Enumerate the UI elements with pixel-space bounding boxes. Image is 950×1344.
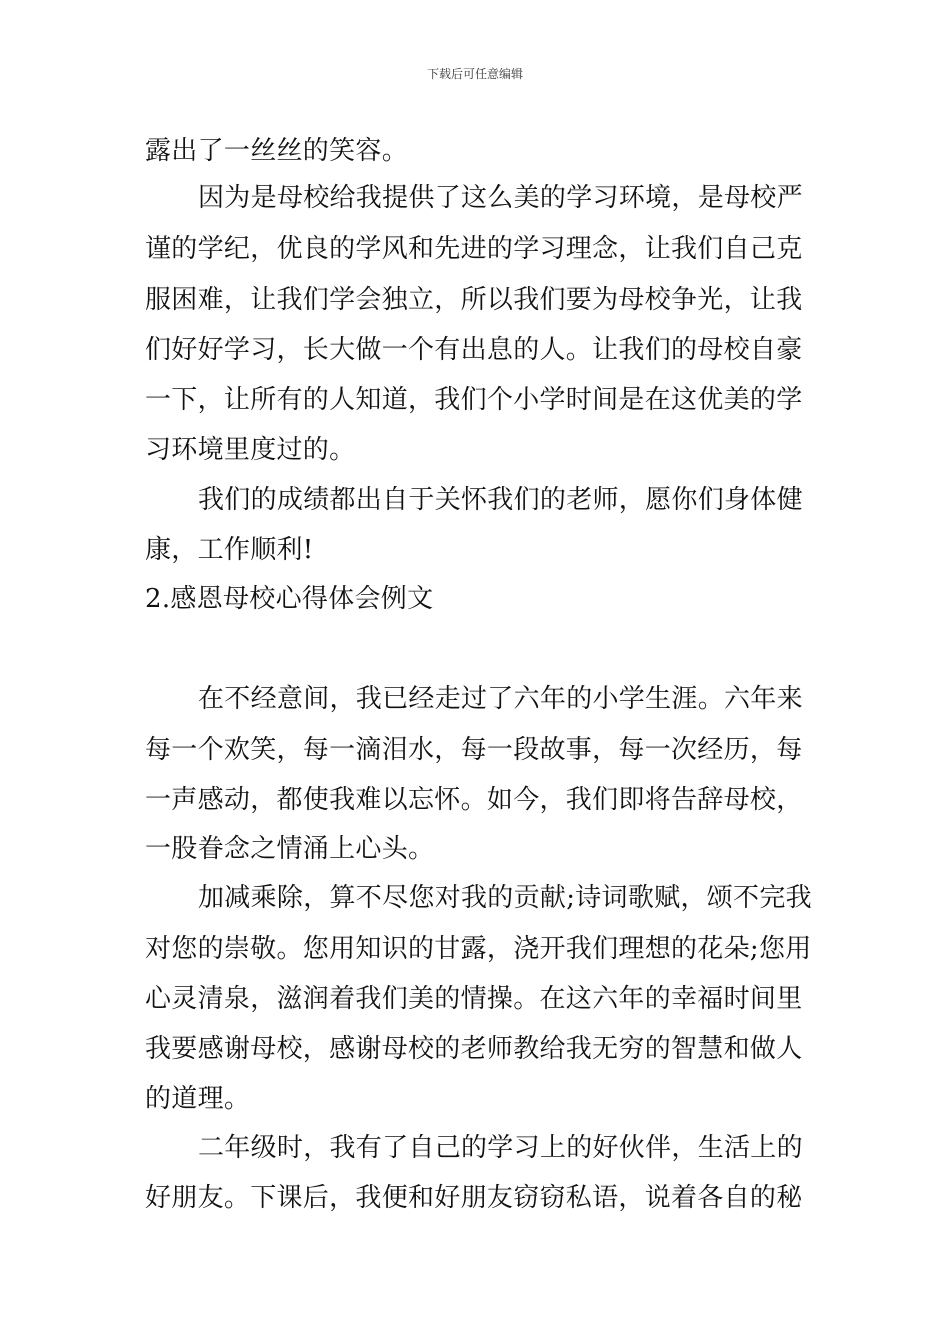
text-line: 们好好学习，长大做一个有出息的人。让我们的母校自豪 [145,335,803,365]
text-line: 我们的成绩都出自于关怀我们的老师，愿你们身体健 [198,485,803,515]
text-line: 好朋友。下课后，我便和好朋友窃窃私语，说着各自的秘 [145,1183,803,1213]
text-line: 康，工作顺利! [145,535,314,565]
page-header: 下载后可任意编辑 [426,67,523,81]
text-line: 因为是母校给我提供了这么美的学习环境，是母校严 [198,183,803,213]
text-line: 在不经意间，我已经走过了六年的小学生涯。六年来 [198,684,803,714]
text-line: 一股眷念之情涌上心头。 [145,834,435,864]
text-line: 对您的崇敬。您用知识的甘露，浇开我们理想的花朵;您用 [145,934,812,964]
text-line: 的道理。 [145,1084,251,1114]
text-line: 习环境里度过的。 [145,435,356,465]
text-line: 我要感谢母校，感谢母校的老师教给我无穷的智慧和做人 [145,1034,803,1064]
text-line: 心灵清泉，滋润着我们美的情操。在这六年的幸福时间里 [145,984,803,1014]
text-line: 露出了一丝丝的笑容。 [145,136,409,166]
text-line: 每一个欢笑，每一滴泪水，每一段故事，每一次经历，每 [145,735,803,765]
text-line: 谨的学纪，优良的学风和先进的学习理念，让我们自己克 [145,234,803,264]
text-line: 一下，让所有的人知道，我们个小学时间是在这优美的学 [145,385,803,415]
text-line: 加减乘除，算不尽您对我的贡献;诗词歌赋，颂不完我 [198,883,812,913]
section-heading: 2.感恩母校心得体会例文 [145,584,434,614]
text-line: 一声感动，都使我难以忘怀。如今，我们即将告辞母校， [145,785,803,815]
text-line: 服困难，让我们学会独立，所以我们要为母校争光，让我 [145,285,803,315]
text-line: 二年级时，我有了自己的学习上的好伙伴，生活上的 [198,1133,803,1163]
